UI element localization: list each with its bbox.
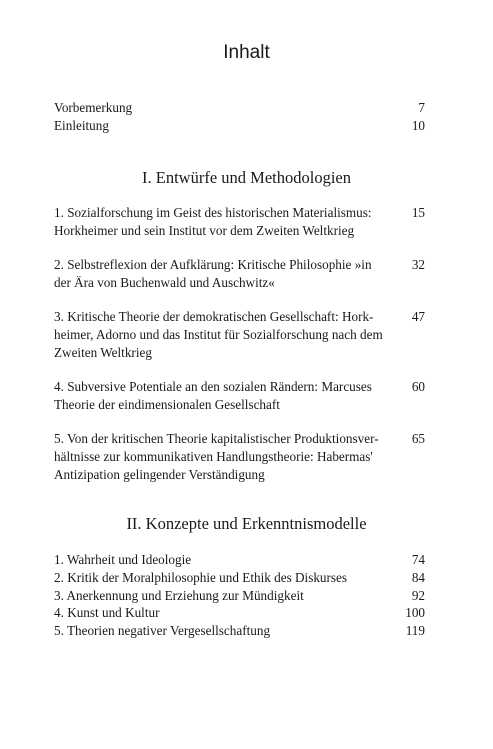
toc-entry-line: Theorie der eindimensionalen Gesellschaft [54,397,280,412]
toc-entry-page: 32 [411,257,425,272]
toc-entry-page: 100 [405,605,425,620]
toc-entry-page: 10 [411,118,425,133]
toc-entry-line: heimer, Adorno und das Institut für Sozialforschung nach dem [54,327,383,342]
toc-entry-page: 60 [411,379,425,394]
section-heading: II. Konzepte und Erkenntnismodelle [126,514,367,533]
toc-entry-label: 3. Anerkennung und Erziehung zur Mündigkeit [54,588,304,603]
toc-entry-line: 2. Selbstreflexion der Aufklärung: Kritische Philosophie »in [54,257,372,272]
toc-entry-line: hältnisse zur kommunikativen Handlungstheorie: Habermas' [54,449,373,464]
page-title: Inhalt [223,42,270,63]
toc-entry-page: 47 [411,309,425,324]
toc-entry-page: 92 [411,588,425,603]
toc-entry-page: 7 [418,100,425,115]
toc-entry-page: 65 [411,431,425,446]
toc-entry-line: Antizipation gelingender Verständigung [54,467,265,482]
toc-entry-line: 3. Kritische Theorie der demokratischen Gesellschaft: Hork- [54,309,374,324]
toc-entry-page: 84 [411,570,425,585]
toc-entry-label: 1. Wahrheit und Ideologie [54,552,192,567]
toc-entry-label: Einleitung [54,118,109,133]
toc-entry-label: 4. Kunst und Kultur [54,605,160,620]
toc-entry-page: 74 [411,552,425,567]
toc-entry-page: 15 [411,205,425,220]
toc-entry-label: Vorbemerkung [54,100,133,115]
section-heading: I. Entwürfe und Methodologien [142,168,351,187]
toc-entry-line: 5. Von der kritischen Theorie kapitalistischer Produktionsver- [54,431,379,446]
toc-entry-page: 119 [405,623,425,638]
toc-entry-line: Zweiten Weltkrieg [54,345,152,360]
toc-entry-line: 4. Subversive Potentiale an den sozialen Rändern: Marcuses [54,379,372,394]
toc-entry-label: 5. Theorien negativer Vergesellschaftung [54,623,271,638]
toc-entry-line: Horkheimer und sein Institut vor dem Zweiten Weltkrieg [54,223,355,238]
toc-entry-label: 2. Kritik der Moralphilosophie und Ethik des Diskurses [54,570,348,585]
toc-entry-line: 1. Sozialforschung im Geist des historischen Materialismus: [54,205,372,220]
toc-entry-line: der Ära von Buchenwald und Auschwitz« [54,275,275,290]
